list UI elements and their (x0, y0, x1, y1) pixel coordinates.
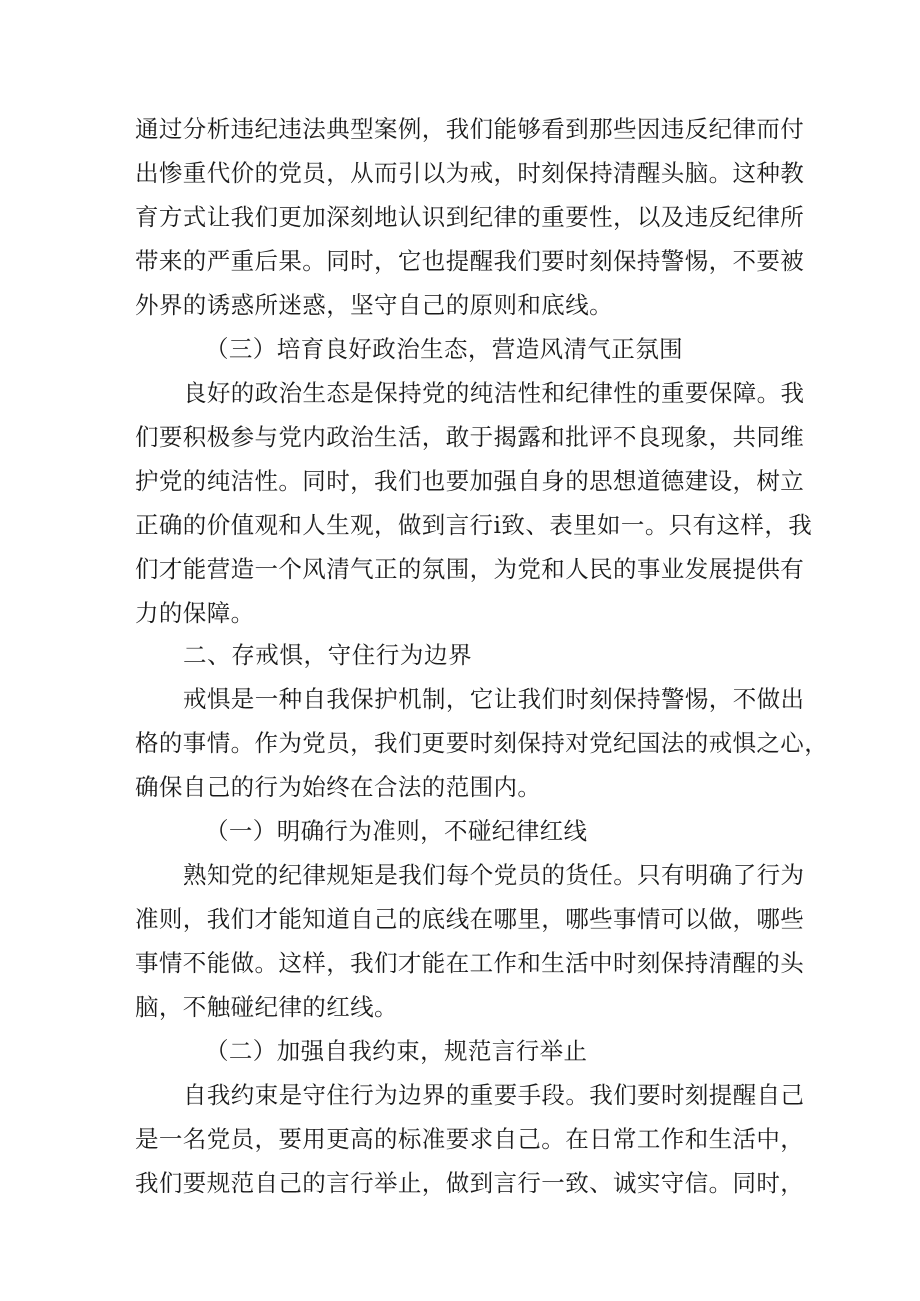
text-line: 是一名党员，要用更高的标准要求自己。在日常工作和生活中， (135, 1125, 805, 1153)
text-line: 外界的诱惑所迷惑，坚守自己的原则和底线。 (135, 291, 613, 319)
text-line: 通过分析违纪违法典型案例，我们能够看到那些因违反纪律而付 (135, 115, 805, 143)
text-line: 带来的严重后果。同时，它也提醒我们要时刻保持警惕，不要被 (135, 247, 805, 275)
text-line: 确保自己的行为始终在合法的范围内。 (135, 773, 542, 801)
text-line: 脑，不触碰纪律的红线。 (135, 993, 398, 1021)
text-line: 出惨重代价的党员，从而引以为戒，时刻保持清醒头脑。这种教 (135, 159, 805, 187)
text-line: 们要积极参与党内政治生活，敢于揭露和批评不良现象，共同维 (135, 423, 805, 451)
section-two-heading: 二、存戒惧，守住行为边界 (183, 641, 473, 669)
text-line: 们才能营造一个风清气正的氛围，为党和人民的事业发展提供有 (135, 555, 805, 583)
text-line: 自我约束是守住行为边界的重要手段。我们要时刻提醒自己 (183, 1081, 805, 1109)
text-line: 我们要规范自己的言行举止，做到言行一致、诚实守信。同时， (135, 1169, 805, 1197)
text-line: 育方式让我们更加深刻地认识到纪律的重要性，以及违反纪律所 (135, 203, 805, 231)
text-line: 护党的纯洁性。同时，我们也要加强自身的思想道德建设，树立 (135, 467, 805, 495)
text-line: 戒惧是一种自我保护机制，它让我们时刻保持警惕，不做出 (183, 685, 805, 713)
text-line: 熟知党的纪律规矩是我们每个党员的货任。只有明确了行为 (183, 861, 805, 889)
text-line: 良好的政治生态是保持党的纯洁性和纪律性的重要保障。我 (183, 379, 805, 407)
text-line: 正确的价值观和人生观，做到言行i致、表里如一。只有这样，我 (135, 511, 813, 539)
subheading-three: （三）培育良好政治生态，营造风清气正氛围 (205, 335, 683, 363)
text-line: 格的事情。作为党员，我们更要时刻保持对党纪国法的戒惧之心， (135, 729, 829, 757)
text-line: 准则，我们才能知道自己的底线在哪里，哪些事情可以做，哪些 (135, 905, 805, 933)
text-line: 事情不能做。这样，我们才能在工作和生活中时刻保持清醒的头 (135, 949, 805, 977)
subheading-one: （一）明确行为准则，不碰纪律红线 (205, 817, 588, 845)
text-line: 力的保障。 (135, 599, 255, 627)
subheading-two: （二）加强自我约束，规范言行举止 (205, 1037, 588, 1065)
